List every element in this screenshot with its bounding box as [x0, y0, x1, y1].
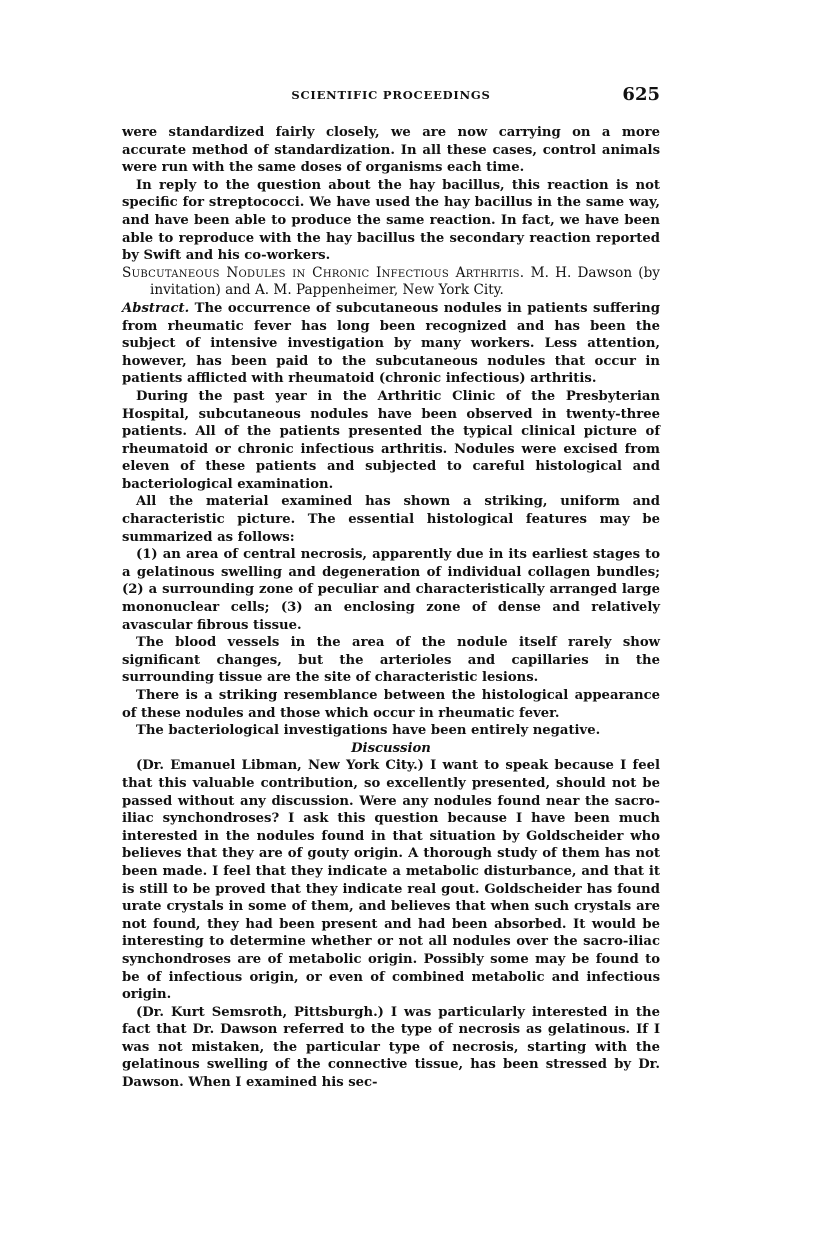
article-title-block — [122, 265, 660, 300]
abstract-paragraph — [122, 300, 660, 388]
paragraph-material: All the material examined has shown a striking, uniform and characteristic picture. The essential histological features may be summarized as follows: — [122, 494, 660, 545]
paragraph-features-list: (1) an area of central necrosis, apparently due in its earliest stages to a gelatinous swelling and degeneration of individual collagen bundles; (2) a surrounding zone of peculiar and characteristically arranged large mononuclear cells; (3) an enclosing zone of dense and relatively avascular fibrous tissue. — [122, 547, 660, 633]
discussion-heading: Discussion — [351, 740, 431, 756]
paragraph-continuation: were standardized fairly closely, we are now carrying on a more accurate method of standardization. In all these cases, control animals were run with the same doses of organisms each time. — [122, 125, 660, 176]
paragraph-blood-vessels: The blood vessels in the area of the nodule itself rarely show significant changes, but the arterioles and capillaries in the surrounding tissue are the site of characteristic lesions. — [122, 635, 660, 686]
paragraph-resemblance: There is a striking resemblance between the histological appearance of these nodules and those which occur in rheumatic fever. — [122, 688, 660, 721]
running-title: SCIENTIFIC PROCEEDINGS — [291, 88, 491, 102]
article-body — [122, 124, 660, 1092]
article-authors: M. H. Dawson (by invitation) and A. M. Pappenheimer, New York City. — [150, 264, 660, 299]
article-title: Subcutaneous Nodules in Chronic Infectious Arthritis. — [122, 264, 525, 281]
abstract-text: The occurrence of subcutaneous nodules in patients suffering from rheumatic fever has long been recognized and has been the subject of intensive investigation by many workers. Less attention, however, has been paid to the subcutaneous nodules that occur in patients afflicted with rheumatoid (chronic infectious) arthritis. — [122, 300, 660, 387]
paragraph-hay-bacillus: In reply to the question about the hay bacillus, this reaction is not specific for streptococci. We have used the hay bacillus in the same way, and have been able to produce the same reaction. In fact, we have been able to reproduce with the hay bacillus the secondary reaction reported by Swift and his co-workers. — [122, 177, 660, 264]
page-number: 625 — [622, 84, 660, 105]
paragraph-semsroth: (Dr. Kurt Semsroth, Pittsburgh.) I was particularly interested in the fact that Dr. Dawson referred to the type of necrosis as gelatinous. If I was not mistaken, the particular type of necrosis, starting with the gelatinous swelling of the connective tissue, has been stressed by Dr. Dawson. When I examined his sec- — [122, 1004, 660, 1091]
paragraph-libman: (Dr. Emanuel Libman, New York City.) I want to speak because I feel that this valuable contribution, so excellently presented, should not be passed without any discussion. Were any nodules found near the sacro-iliac synchondroses? I ask this question because I have been much interested in the nodules found in that situation by Goldscheider who believes that they are of gouty origin. A thorough study of them has not been made. I feel that they indicate a metabolic disturbance, and that it is still to be proved that they indicate real gout. Goldscheider has found urate crystals in some of them, and believes that when such crystals are not found, they had been present and had been absorbed. It would be interesting to determine whether or not all nodules over the sacro-iliac synchondroses are of metabolic origin. Possibly some may be found to be of infectious origin, or even of combined metabolic and infectious origin. — [122, 758, 660, 1003]
abstract-label: Abstract. — [122, 300, 190, 316]
paragraph-bacteriological: The bacteriological investigations have been entirely negative. — [136, 723, 601, 739]
page-header — [122, 84, 660, 106]
paragraph-clinic: During the past year in the Arthritic Clinic of the Presbyterian Hospital, subcutaneous nodules have been observed in twenty-three patients. All of the patients presented the typical clinical picture of rheumatoid or chronic infectious arthritis. Nodules were excised from eleven of these patients and subjected to careful histological and bacteriological examination. — [122, 388, 660, 492]
